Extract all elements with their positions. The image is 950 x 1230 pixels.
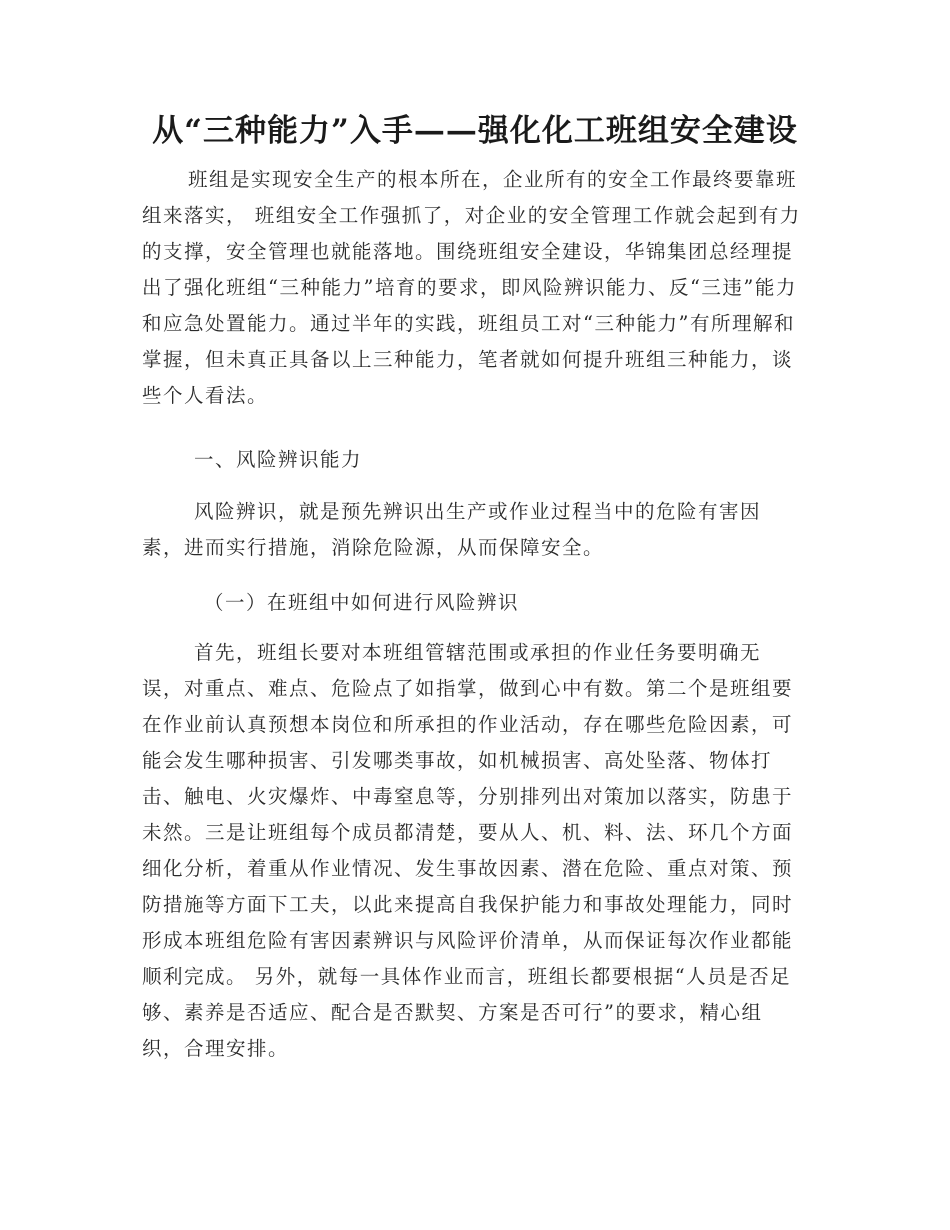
document-title: 从“三种能力”入手——强化化工班组安全建设 <box>152 113 798 149</box>
intro-paragraph: 班组是实现安全生产的根本所在，企业所有的安全工作最终要靠班组来落实， 班组安全工作强抓了，对企业的安全管理工作就会起到有力的支撑，安全管理也就能落地。围绕班组安全建设，华锦集团总经理提出了强化班组“三种能力”培育的要求，即风险辨识能力、反“三违”能力和应急处置能力。通过半年的实践，班组员工对“三种能力”有所理解和掌握，但未真正具备以上三种能力，笔者就如何提升班组三种能力，谈些个人看法。 <box>142 168 801 407</box>
subsection-heading: （一）在班组中如何进行风险辨识 <box>204 591 520 614</box>
detail-paragraph: 首先，班组长要对本班组管辖范围或承担的作业任务要明确无误，对重点、难点、危险点了如指掌，做到心中有数。第二个是班组要在作业前认真预想本岗位和所承担的作业活动，存在哪些危险因素，可能会发生哪种损害、引发哪类事故，如机械损害、高处坠落、物体打击、触电、火灾爆炸、中毒窒息等，分别排列出对策加以落实，防患于未然。三是让班组每个成员都清楚，要从人、机、料、法、环几个方面细化分析，着重从作业情况、发生事故因素、潜在危险、重点对策、预防措施等方面下工夫，以此来提高自我保护能力和事故处理能力，同时形成本班组危险有害因素辨识与风险评价清单，从而保证每次作业都能顺利完成。 另外，就每一具体作业而言，班组长都要根据“人员是否足够、素养是否适应、配合是否默契、方案是否可行”的要求，精心组织，合理安排。 <box>142 641 794 1060</box>
section-heading: 一、风险辨识能力 <box>194 448 363 471</box>
definition-paragraph: 风险辨识，就是预先辨识出生产或作业过程当中的危险有害因素，进而实行措施，消除危险源，从而保障安全。 <box>142 500 762 559</box>
